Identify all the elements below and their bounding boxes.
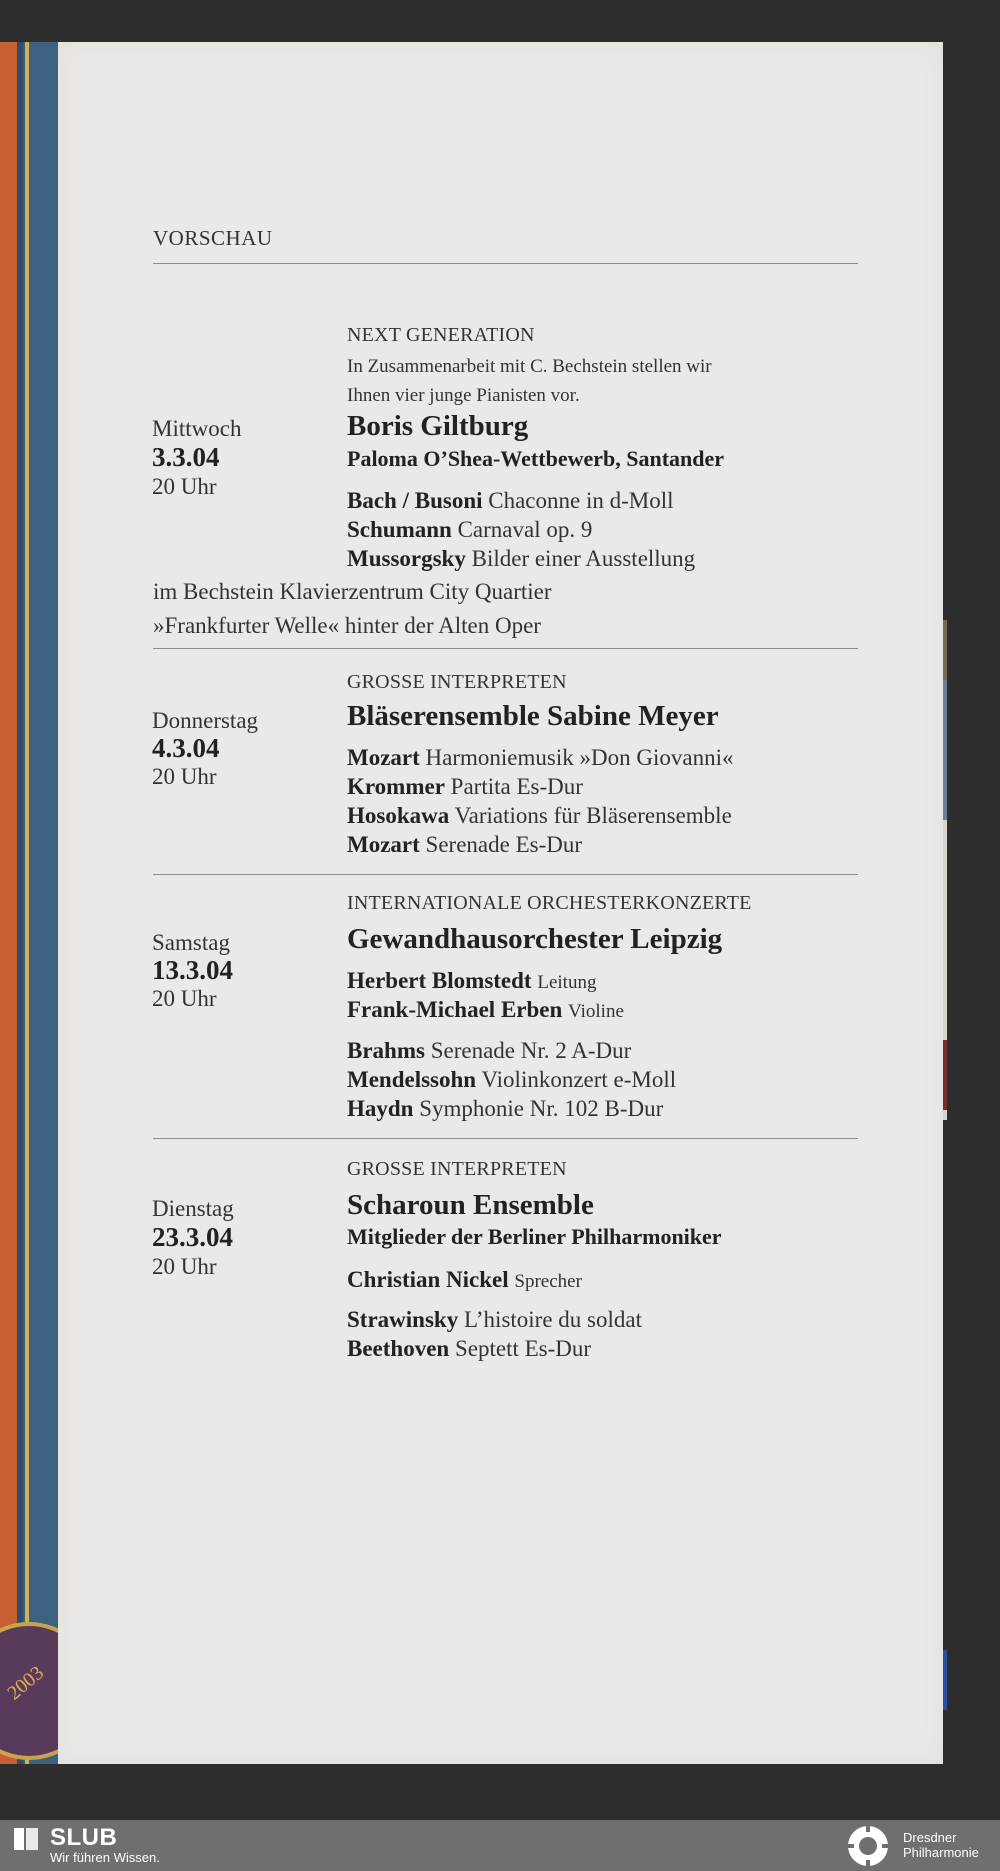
slub-logo-icon (14, 1828, 38, 1850)
program-composer: Brahms (347, 1038, 425, 1063)
program-composer: Krommer (347, 774, 445, 799)
event-category: GROSSE INTERPRETEN (347, 671, 567, 693)
event-date: 23.3.04 (152, 1222, 233, 1252)
performer (347, 968, 596, 994)
event-day: Samstag (152, 930, 230, 955)
dresdner-philharmonie-text: Philharmonie (903, 1845, 979, 1860)
program-composer: Schumann (347, 517, 452, 542)
event-time: 20 Uhr (152, 1254, 217, 1279)
program-composer: Strawinsky (347, 1307, 459, 1332)
program-composer: Mendelssohn (347, 1067, 477, 1092)
viewer-footer (0, 1820, 1000, 1871)
program-composer: Hosokawa (347, 803, 450, 828)
event-artist: Scharoun Ensemble (347, 1189, 594, 1221)
event-date: 13.3.04 (152, 955, 233, 985)
event-category: INTERNATIONALE ORCHESTERKONZERTE (347, 892, 752, 914)
event-category: GROSSE INTERPRETEN (347, 1158, 567, 1180)
program-work: Harmoniemusik »Don Giovanni« (425, 745, 734, 770)
event-intro (347, 352, 847, 410)
program-composer: Mozart (347, 832, 420, 857)
performer (347, 1267, 582, 1293)
event-day: Donnerstag (152, 708, 259, 733)
divider (153, 263, 858, 264)
program-work: Symphonie Nr. 102 B-Dur (419, 1096, 664, 1121)
program-composer: Beethoven (347, 1336, 450, 1361)
divider (153, 1138, 858, 1139)
program-item (347, 774, 583, 800)
event-subtitle: Mitglieder der Berliner Philharmoniker (347, 1224, 722, 1249)
program-item (347, 1096, 663, 1122)
performer-name: Frank-Michael Erben (347, 997, 563, 1022)
binding-year: 2003 (3, 1661, 49, 1705)
program-item (347, 546, 695, 572)
program-item (347, 517, 592, 543)
program-work: Partita Es-Dur (450, 774, 583, 799)
program-item (347, 803, 732, 829)
performer-name: Christian Nickel (347, 1267, 509, 1292)
program-item (347, 745, 733, 771)
program-work: Violinkonzert e-Moll (481, 1067, 677, 1092)
event-artist: Gewandhausorchester Leipzig (347, 923, 723, 955)
program-work: Variations für Bläserensemble (454, 803, 732, 828)
dresdner-philharmonie-text: Dresdner (903, 1830, 957, 1845)
program-work: Serenade Nr. 2 A-Dur (430, 1038, 632, 1063)
booklet-binding (0, 42, 58, 1764)
event-time: 20 Uhr (152, 764, 217, 789)
performer-role: Violine (568, 1001, 624, 1022)
event-artist: Bläserensemble Sabine Meyer (347, 700, 719, 732)
event-subtitle: Paloma O’Shea-Wettbewerb, Santander (347, 446, 725, 471)
program-item (347, 832, 582, 858)
event-category: NEXT GENERATION (347, 324, 535, 346)
divider (153, 874, 858, 875)
program-item (347, 1336, 591, 1362)
performer-role: Sprecher (514, 1271, 582, 1292)
event-venue-line: im Bechstein Klavierzentrum City Quartier (153, 579, 552, 604)
event-time: 20 Uhr (152, 986, 217, 1011)
program-composer: Mussorgsky (347, 546, 466, 571)
dresdner-philharmonie-logo-icon (842, 1823, 894, 1869)
event-date: 3.3.04 (152, 442, 220, 472)
event-intro-line: In Zusammenarbeit mit C. Bechstein stellen wir (347, 356, 712, 377)
performer-name: Herbert Blomstedt (347, 968, 532, 993)
program-work: L’histoire du soldat (463, 1307, 642, 1332)
program-item (347, 1307, 642, 1333)
event-time: 20 Uhr (152, 474, 217, 499)
program-work: Serenade Es-Dur (425, 832, 583, 857)
slub-logo-text: SLUB (50, 1824, 118, 1851)
performer (347, 997, 624, 1023)
booklet-page (58, 42, 943, 1764)
divider (153, 648, 858, 649)
program-work: Septett Es-Dur (454, 1336, 592, 1361)
event-intro-line: Ihnen vier junge Pianisten vor. (347, 385, 580, 406)
event-day: Mittwoch (152, 416, 242, 441)
program-composer: Mozart (347, 745, 420, 770)
slub-tagline: Wir führen Wissen. (50, 1850, 160, 1865)
performer-role: Leitung (537, 972, 597, 993)
event-date: 4.3.04 (152, 733, 220, 763)
program-item (347, 488, 674, 514)
program-item (347, 1067, 676, 1093)
program-work: Carnaval op. 9 (457, 517, 593, 542)
program-work: Bilder einer Ausstellung (471, 546, 696, 571)
event-venue (153, 575, 552, 643)
program-composer: Haydn (347, 1096, 414, 1121)
event-artist: Boris Giltburg (347, 410, 529, 442)
event-day: Dienstag (152, 1196, 234, 1221)
program-item (347, 1038, 631, 1064)
program-composer: Bach / Busoni (347, 488, 483, 513)
event-venue-line: »Frankfurter Welle« hinter der Alten Oper (153, 613, 541, 638)
page-title: VORSCHAU (153, 226, 273, 250)
program-work: Chaconne in d-Moll (488, 488, 674, 513)
